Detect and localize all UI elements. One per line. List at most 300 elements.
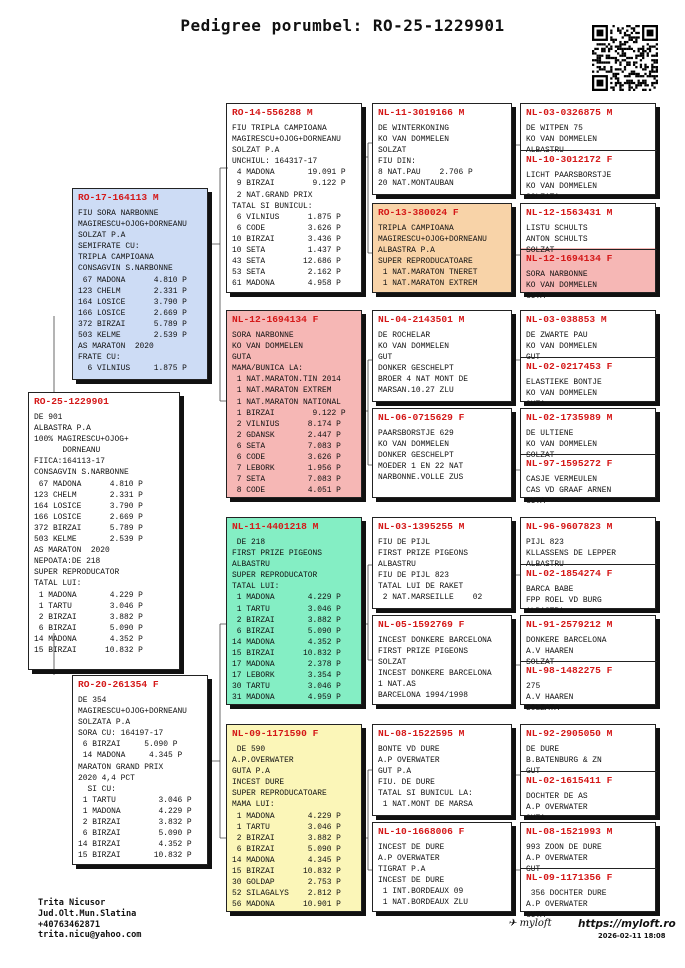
card-line: 1 MADONA 4.229 P (78, 806, 192, 816)
card-line: 372 BIRZAI 5.789 P (34, 523, 143, 533)
ring-number: NL-97-1595272 F (526, 458, 613, 469)
card-line: A.V HAAREN (526, 693, 574, 703)
card-line: KO VAN DOMMELEN (526, 440, 598, 450)
card-line: 7 LEBORK 1.956 P (232, 464, 341, 474)
card-lines (526, 584, 653, 617)
pigeon-card-gen3[interactable] (372, 408, 512, 498)
card-line: 1 BIRZAI 9.122 P (232, 408, 346, 418)
card-line: FIU SORA NARBONNE (78, 209, 159, 218)
ring-number: NL-08-1521993 M (526, 826, 613, 837)
pigeon-card-gen3[interactable] (372, 203, 512, 293)
card-line: 6 BIRZAI 5.090 P (232, 844, 341, 854)
card-line: TATAL SI BUNICUL: (232, 201, 313, 211)
ring-number: RO-17-164113 M (78, 192, 159, 203)
card-line: 123 CHELM 2.331 P (78, 286, 187, 296)
owner-phone[interactable]: +40763462871 (38, 919, 101, 930)
card-line: A.V HAAREN (526, 647, 574, 657)
card-line: 6 BIRZAI 5.090 P (78, 829, 192, 839)
card-line: 14 MADONA 4.345 P (232, 855, 341, 865)
myloft-logo (508, 918, 552, 929)
card-line: FIU DE PIJL 823 (378, 571, 450, 581)
card-line: 6 CODE 3.626 P (232, 453, 341, 463)
card-line: DE ZWARTE PAU (526, 331, 588, 340)
ring-number: NL-12-1694134 F (526, 253, 613, 264)
card-line: PIJL 823 (526, 538, 564, 547)
pigeon-pair-gen4 (520, 615, 656, 714)
card-line: 123 CHELM 2.331 P (34, 490, 143, 500)
card-line: UNCHIUL: 164317-17 (232, 157, 318, 167)
ring-number: NL-08-1522595 M (378, 728, 465, 739)
card-line: 17 LEBORK 3.354 P (232, 671, 341, 681)
ring-number: RO-25-1229901 (34, 396, 109, 407)
card-line: 1 NAT.BORDEAUX ZLU (378, 898, 468, 908)
pigeon-card-gen3[interactable] (372, 724, 512, 816)
pigeon-card-gen4[interactable] (521, 564, 657, 617)
card-line: 6 BIRZAI 5.090 P (232, 626, 341, 636)
card-line: MAMA/BUNICA LA: (232, 364, 304, 374)
card-lines (526, 681, 653, 714)
card-line: KO VAN DOMMELEN (526, 389, 598, 399)
card-line: BROER 4 NAT MONT DE (378, 375, 468, 385)
card-line: FIRST PRIZE PIGEONS (378, 549, 468, 559)
card-line: ALBASTRU (526, 560, 564, 570)
card-line: INCEST DONKERE BARCELONA (378, 636, 492, 645)
card-line: TATAL LUI DE RAKET (378, 582, 464, 592)
owner-club: Jud.Olt.Mun.Slatina (38, 908, 137, 919)
card-line: DONKER GESCHELPT (378, 364, 454, 374)
card-line: 8 NAT.PAU 2.706 P (378, 168, 473, 178)
card-lines (378, 842, 507, 909)
card-line: GUT (526, 353, 541, 363)
card-line: SOLZATA (526, 704, 560, 714)
card-line: KO VAN DOMMELEN (378, 440, 450, 450)
ring-number: NL-09-1171590 F (232, 728, 319, 739)
ring-number: NL-03-038853 M (526, 314, 607, 325)
card-lines (378, 635, 507, 702)
ring-number: NL-04-2143501 M (378, 314, 465, 325)
card-line: GUTA (526, 497, 545, 507)
card-line: KO VAN DOMMELEN (378, 135, 450, 145)
card-line: 53 SETA 2.162 P (232, 268, 341, 278)
card-line: PAARSBORSTJE 629 (378, 429, 454, 438)
card-line: FIU DE PIJL (378, 538, 431, 547)
pigeon-card-gen4[interactable] (521, 823, 657, 875)
card-line: GUTA (526, 911, 545, 921)
card-line: 1 INT.BORDEAUX 09 (378, 887, 464, 897)
card-line: SUPER REPRODUCATOR (232, 571, 318, 581)
card-line: ANTON SCHULTS (526, 235, 588, 245)
card-lines (378, 123, 507, 190)
pigeon-card-sire-dam[interactable] (226, 310, 362, 498)
card-line: 9 BIRZAI 9.122 P (232, 179, 346, 189)
card-line: GUT (526, 865, 541, 875)
card-line: 166 LOSICE 2.669 P (78, 308, 187, 318)
card-line: 100% MAGIRESCU+OJOG+ (34, 435, 129, 445)
card-line: GUT P.A (378, 767, 412, 777)
card-line: 15 BIRZAI 10.832 P (34, 645, 143, 655)
pigeon-card-sire[interactable] (72, 188, 208, 380)
card-line: 4 MADONA 19.091 P (232, 168, 346, 178)
card-line: 1 MADONA 4.229 P (232, 593, 341, 603)
card-line: 6 VILNIUS 1.875 P (232, 212, 341, 222)
card-line: 356 DOCHTER DURE (526, 889, 607, 898)
card-line: MAGIRESCU+OJOG+DORNEANU (232, 135, 341, 145)
ring-number: NL-02-1735989 M (526, 412, 613, 423)
card-line: 67 MADONA 4.810 P (78, 275, 187, 285)
card-line: SEMIFRATE CU: (78, 242, 140, 252)
card-line: 1 NAT.MARATON EXTREM (232, 386, 332, 396)
pigeon-card-gen4[interactable] (521, 518, 657, 570)
card-line: KO VAN DOMMELEN (526, 182, 598, 192)
card-line: SUPER REPRODUCATOARE (232, 789, 327, 799)
ring-number: RO-14-556288 M (232, 107, 313, 118)
pigeon-card-gen4[interactable] (521, 771, 657, 824)
pigeon-card-gen3[interactable] (372, 310, 512, 402)
card-line: 1 NAT.MARATON NATIONAL (232, 397, 341, 407)
card-line: INCEST DONKERE BARCELONA (378, 669, 492, 679)
card-line: FIU DIN: (378, 157, 416, 167)
card-line: DE ROCHELAR (378, 331, 431, 340)
card-line: 2 VILNIUS 8.174 P (232, 419, 341, 429)
card-line: 2 BIRZAI 3.882 P (232, 833, 341, 843)
card-line: 1 TARTU 3.046 P (232, 604, 341, 614)
card-line: FIRST PRIZE PIGEONS (378, 647, 468, 657)
ring-number: NL-11-4401218 M (232, 521, 319, 532)
card-line: GUTA P.A (232, 767, 270, 777)
card-line: TRIPLA CAMPIOANA (378, 224, 454, 233)
card-line: 14 MADONA 4.352 P (34, 634, 143, 644)
pigeon-card-gen4[interactable] (521, 150, 657, 203)
card-line: DOCHTER DE AS (526, 792, 588, 801)
card-line: 6 VILNIUS 1.875 P (78, 364, 187, 374)
card-line: 164 LOSICE 3.790 P (78, 297, 187, 307)
card-line: SORA NARBONNE (526, 270, 588, 279)
card-lines (526, 170, 653, 203)
card-line: DONKERE BARCELONA (526, 636, 607, 645)
card-line: INCEST DE DURE (378, 843, 445, 852)
card-line: INCEST DURE (232, 778, 285, 788)
card-line: SOLZAT (526, 451, 555, 461)
card-lines (232, 744, 357, 910)
card-line: 503 KELME 2.539 P (78, 331, 187, 341)
card-line: CONSAGVIN S.NARBONNE (78, 264, 173, 274)
pigeon-pair-gen4 (520, 408, 656, 507)
card-line: TIGRAT P.A (378, 865, 426, 875)
pigeon-pair-gen4 (520, 310, 656, 410)
card-line: DE WINTERKONING (378, 124, 450, 133)
ring-number: NL-02-0217453 F (526, 361, 613, 372)
card-line: 10 BIRZAI 3.436 P (232, 234, 341, 244)
pigeon-card-gen4[interactable] (521, 454, 657, 507)
ring-number: NL-12-1694134 F (232, 314, 319, 325)
card-line: CONSAGVIN S.NARBONNE (34, 468, 129, 478)
card-lines (378, 744, 507, 811)
pigeon-card-dam-dam[interactable] (226, 724, 362, 912)
card-line: ALBASTRU (378, 560, 416, 570)
card-line: 61 MADONA 4.958 P (232, 279, 341, 289)
ring-number: NL-06-0715629 F (378, 412, 465, 423)
card-line: SORA CU: 164197-17 (78, 729, 164, 739)
pigeon-card-gen4[interactable] (521, 409, 657, 461)
card-line: KO VAN DOMMELEN (526, 281, 598, 291)
card-line: KLLASSENS DE LEPPER (526, 549, 616, 559)
card-line: 6 SETA 7.083 P (232, 441, 341, 451)
ring-number: NL-91-2579212 M (526, 619, 613, 630)
card-line: ALBASTRA P.A (378, 246, 435, 256)
ring-number: NL-98-1482275 F (526, 665, 613, 676)
pigeon-card-gen4[interactable] (521, 204, 657, 256)
ring-number: RO-20-261354 F (78, 679, 159, 690)
card-line: SUPER REPRODUCATOARE (378, 257, 473, 267)
card-line: LISTU SCHULTS (526, 224, 588, 233)
card-line: 30 TARTU 3.046 P (232, 682, 341, 692)
card-line: FIRST PRIZE PIGEONS (232, 549, 322, 559)
card-line: 8 CODE 4.051 P (232, 486, 341, 496)
card-line: 56 MADONA 10.901 P (232, 900, 341, 910)
pigeon-card-gen4[interactable] (521, 868, 657, 921)
card-line: 2 NAT.MARSEILLE 02 (378, 593, 483, 603)
card-line: 1 MADONA 4.229 P (34, 590, 143, 600)
pigeon-card-gen4[interactable] (521, 357, 657, 410)
card-line: DE WITPEN 75 (526, 124, 583, 133)
card-line: 52 SILAGALYS 2.812 P (232, 889, 341, 899)
card-line: 14 MADONA 4.352 P (232, 637, 341, 647)
card-line: MARATON GRAND PRIX (78, 762, 164, 772)
card-line: 2 BIRZAI 3.832 P (78, 818, 192, 828)
card-line: MAGIRESCU+OJOG+DORNEANU (78, 220, 187, 230)
card-line: A.P OVERWATER (526, 900, 588, 910)
card-line: 1 NAT.MONT DE MARSA (378, 800, 473, 810)
card-lines (526, 474, 653, 507)
card-line: 2 BIRZAI 3.882 P (232, 615, 341, 625)
card-line: TATAL LUI: (232, 582, 280, 592)
card-line: 1 NAT.MARATON.TIN 2014 (232, 375, 341, 385)
ring-number: NL-10-3012172 F (526, 154, 613, 165)
card-line: DE ULTIENE (526, 429, 574, 438)
card-line: MARSAN.10.27 ZLU (378, 386, 454, 396)
card-line: 993 ZOON DE DURE (526, 843, 602, 852)
card-line: ALBASTRA (526, 607, 564, 617)
card-line: FIU TRIPLA CAMPIOANA (232, 124, 327, 133)
card-line: 2 BIRZAI 3.882 P (34, 612, 143, 622)
page-title: Pedigree porumbel: RO-25-1229901 (180, 16, 505, 35)
logo-text: myloft (519, 918, 552, 929)
owner-info (38, 898, 141, 941)
ring-number: RO-13-380024 F (378, 207, 459, 218)
card-line: 7 SETA 7.083 P (232, 475, 341, 485)
ring-number: NL-96-9607823 M (526, 521, 613, 532)
ring-number: NL-12-1563431 M (526, 207, 613, 218)
pigeon-card-subject[interactable] (28, 392, 180, 670)
card-lines (526, 269, 653, 302)
card-line: AS MARATON 2020 (78, 342, 154, 352)
card-lines (78, 208, 203, 374)
card-line: SOLZAT (378, 146, 407, 156)
card-line: BARCELONA 1994/1998 (378, 691, 468, 701)
card-line: GUTA (232, 353, 251, 363)
card-line: KO VAN DOMMELEN (232, 342, 304, 352)
pigeon-card-gen4[interactable] (521, 311, 657, 363)
card-line: 2020 4,4 PCT (78, 773, 135, 783)
card-line: DE 354 (78, 696, 107, 705)
ring-number: NL-03-0326875 M (526, 107, 613, 118)
pigeon-pair-gen4 (520, 517, 656, 617)
card-line: GUT (378, 353, 393, 363)
pigeon-card-gen4[interactable] (521, 661, 657, 714)
card-line: SOLZATA (526, 193, 560, 203)
card-line: 31 MADONA 4.959 P (232, 693, 341, 703)
ring-number: NL-03-1395255 M (378, 521, 465, 532)
card-line: A.P OVERWATER (378, 756, 440, 766)
card-line: 1 NAT.MARATON EXTREM (378, 279, 478, 289)
card-line: A.P OVERWATER (526, 803, 588, 813)
card-line: 503 KELME 2.539 P (34, 535, 143, 545)
card-line: A.P.OVERWATER (232, 756, 294, 766)
card-line: BONTE VD DURE (378, 745, 440, 754)
ring-number: NL-11-3019166 M (378, 107, 465, 118)
pigeon-card-gen3[interactable] (372, 517, 512, 609)
card-line: INCEST DE DURE (378, 876, 445, 886)
card-line: FIU. DE DURE (378, 778, 435, 788)
owner-name: Trita Nicusor (38, 898, 106, 908)
card-line: NEPOATA:DE 218 (34, 557, 101, 567)
ring-number: NL-02-1854274 F (526, 568, 613, 579)
card-line: 67 MADONA 4.810 P (34, 479, 143, 489)
pigeon-card-gen3[interactable] (372, 822, 512, 912)
card-line: 372 BIRZAI 5.789 P (78, 319, 187, 329)
card-line: KO VAN DOMMELEN (378, 342, 450, 352)
card-line: GUTA (526, 292, 545, 302)
card-line: 1 TARTU 3.046 P (78, 795, 192, 805)
card-line: FRATE CU: (78, 353, 121, 363)
card-line: DE DURE (526, 745, 560, 754)
card-line: MAGIRESCU+OJOG+DORNEANU (78, 707, 187, 717)
card-lines (526, 888, 653, 921)
ring-number: NL-09-1171356 F (526, 872, 613, 883)
card-line: SOLZAT (526, 246, 555, 256)
card-line: TATAL LUI: (34, 579, 82, 589)
card-line: MOEDER 1 EN 22 NAT (378, 462, 464, 472)
card-line: MAGIRESCU+OJOG+DORNEANU (378, 235, 487, 245)
pigeon-card-gen4[interactable] (521, 616, 657, 668)
card-line: GUT (526, 767, 541, 777)
card-line: SOLZAT (378, 658, 407, 668)
card-line: 1 NAT.MARATON TNERET (378, 268, 478, 278)
card-line: AS MARATON 2020 (34, 546, 110, 556)
card-line: 20 NAT.MONTAUBAN (378, 179, 454, 189)
card-line: CAS VD GRAAF ARNEN (526, 486, 612, 496)
owner-email[interactable]: trita.nicu@yahoo.com (38, 930, 142, 941)
card-lines (526, 791, 653, 824)
pigeon-card-sire-sire[interactable] (226, 103, 362, 293)
card-lines (78, 695, 203, 861)
pigeon-card-dam-sire[interactable] (226, 517, 362, 705)
card-line: ALBASTRU (232, 560, 270, 570)
pigeon-card-gen4[interactable] (521, 104, 657, 156)
pigeon-card-gen4[interactable] (521, 725, 657, 777)
card-line: A.P OVERWATER (378, 854, 440, 864)
card-line: DONKER GESCHELPT (378, 451, 454, 461)
card-lines (34, 412, 175, 656)
pigeon-card-dam[interactable] (72, 675, 208, 865)
card-line: 30 GOLDAP 2.753 P (232, 878, 341, 888)
card-line: 6 BIRZAI 5.090 P (78, 740, 178, 750)
card-line: TATAL SI BUNICUL LA: (378, 789, 473, 799)
card-line: KO VAN DOMMELEN (526, 135, 598, 145)
card-lines (378, 537, 507, 604)
card-line: DE 218 (232, 538, 266, 547)
card-lines (526, 377, 653, 410)
card-lines (232, 537, 357, 703)
card-line: 17 MADONA 2.378 P (232, 660, 341, 670)
card-line: CASJE VERMEULEN (526, 475, 598, 484)
print-date: 2026-02-11 18:08 (598, 932, 666, 940)
card-line: SI CU: (78, 784, 116, 794)
card-line: MAMA LUI: (232, 800, 275, 810)
card-line: 1 TARTU 3.046 P (232, 822, 341, 832)
card-line: SUPER REPRODUCATOR (34, 568, 120, 578)
card-line: SOLZAT (526, 658, 555, 668)
card-line: ALBASTRA P.A (34, 424, 91, 434)
card-lines (232, 330, 357, 496)
card-line: TRIPLA CAMPIOANA (78, 253, 154, 263)
card-line: LICHT PAARSBORSTJE (526, 171, 612, 180)
card-line: 14 MADONA 4.345 P (78, 751, 183, 761)
card-line: DE 901 (34, 413, 63, 422)
card-line: 2 GDANSK 2.447 P (232, 430, 341, 440)
pigeon-pair-gen4 (520, 103, 656, 203)
card-line: DORNEANU (34, 446, 101, 456)
card-line: 1 MADONA 4.229 P (232, 811, 341, 821)
card-line: FPP ROEL VD BURG (526, 596, 602, 606)
card-line: KO VAN DOMMELEN (526, 342, 598, 352)
card-line: SOLZATA P.A (78, 718, 131, 728)
site-link[interactable]: https://myloft.ro (578, 918, 676, 930)
pigeon-pair-gen4 (520, 822, 656, 921)
card-line: 15 BIRZAI 10.832 P (232, 867, 341, 877)
card-line: NARBONNE.VOLLE ZUS (378, 473, 464, 483)
dove-icon: ✈︎ (508, 918, 517, 929)
card-lines (232, 123, 357, 289)
ring-number: NL-02-1615411 F (526, 775, 613, 786)
card-line: 14 BIRZAI 4.352 P (78, 840, 192, 850)
card-line: 6 CODE 3.626 P (232, 223, 341, 233)
card-line: GUTA (526, 400, 545, 410)
card-line: FIICA:164113-17 (34, 457, 106, 467)
pigeon-card-gen3[interactable] (372, 615, 512, 705)
pigeon-card-gen4[interactable] (521, 249, 657, 302)
card-line: 166 LOSICE 2.669 P (34, 512, 143, 522)
ring-number: NL-05-1592769 F (378, 619, 465, 630)
card-line: ELASTIEKE BONTJE (526, 378, 602, 387)
card-line: SOLZAT P.A (78, 231, 126, 241)
card-line: 43 SETA 12.686 P (232, 257, 341, 267)
ring-number: NL-10-1668006 F (378, 826, 465, 837)
card-line: 6 BIRZAI 5.090 P (34, 623, 143, 633)
ring-number: NL-92-2905050 M (526, 728, 613, 739)
card-line: 10 SETA 1.437 P (232, 246, 341, 256)
card-line: 1 TARTU 3.046 P (34, 601, 143, 611)
card-line: BARCA BABE (526, 585, 574, 594)
card-line: 1 NAT.AS (378, 680, 416, 690)
card-line: A.P OVERWATER (526, 854, 588, 864)
card-line: SORA NARBONNE (232, 331, 294, 340)
card-lines (378, 223, 507, 290)
pigeon-pair-gen4 (520, 203, 656, 302)
card-line: 2 NAT.GRAND PRIX (232, 190, 313, 200)
card-lines (378, 428, 507, 483)
pigeon-card-gen3[interactable] (372, 103, 512, 195)
